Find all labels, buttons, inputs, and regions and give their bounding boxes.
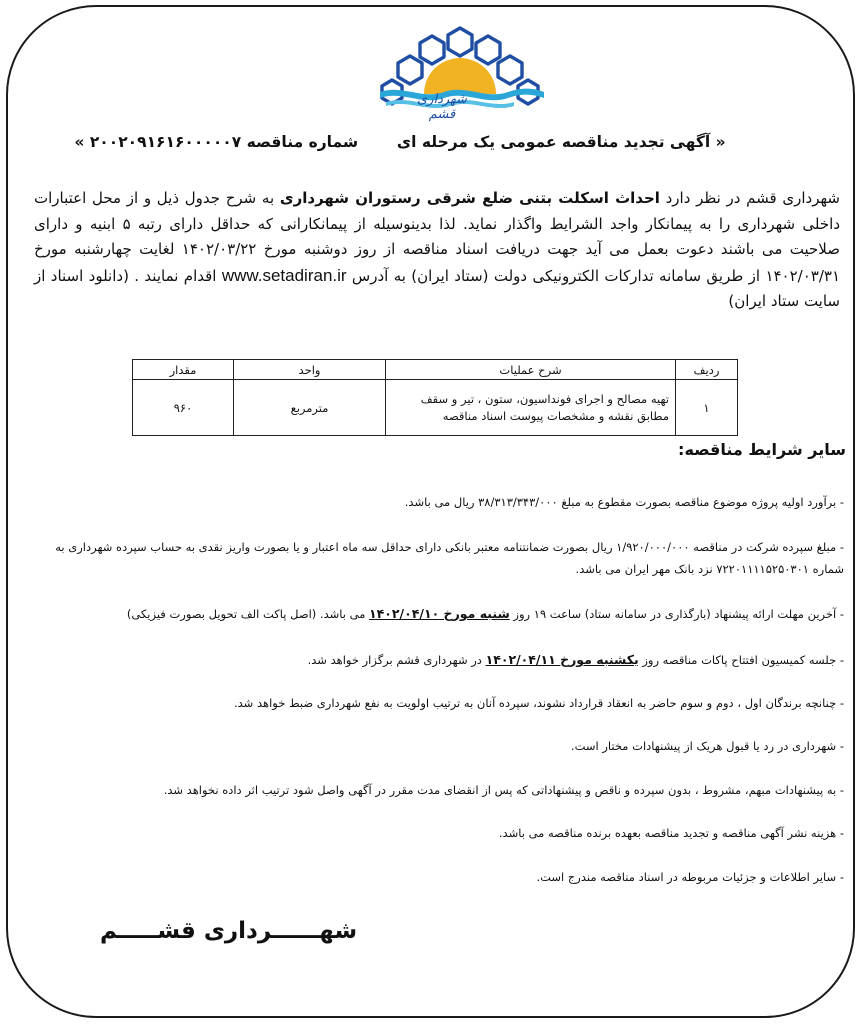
condition-item: - مبلغ سپرده شرکت در مناقصه ۱/۹۲۰/۰۰۰/۰۰۰ ریال بصورت ضمانتنامه معتبر بانکی دارای حداقل سه ماه اعتبار و یا بصورت واریز نقدی به حساب سپرده شهرداری به شماره ۷۲۲۰۱۱۱۱۵۲۵۰۳۰۱ نزد بانک مهر ایران می باشد. — [55, 540, 844, 576]
intro-text-1: شهرداری قشم در نظر دارد — [659, 189, 840, 207]
title-text: آگهی تجدید مناقصه عمومی یک مرحله ای — [396, 133, 711, 151]
cell-row: ۱ — [676, 380, 738, 436]
intro-text-2: به شرح جدول ذیل و از محل اعتبارات داخلی شهرداری را به پیمانکار واجد الشرایط واگذار نماید. لذا بدینوسیله از پیمانکارانی که حداقل دارای رتبه ۵ ابنیه و دارای صلاحیت می باشند دعوت بعمل می آید جهت دریافت اسناد مناقصه از روز دوشنبه مورخ ۱۴۰۲/۰۳/۲۲ لغایت چهارشنبه مورخ ۱۴۰۲/۰۳/۳۱ از طریق سامانه تدارکات الکترونیکی دولت (ستاد ایران) به آدرس — [34, 189, 840, 285]
condition-item — [30, 649, 844, 671]
title-close-quote: » — [74, 133, 85, 151]
condition-text: - آخرین مهلت ارائه پیشنهاد (بارگذاری در سامانه ستاد) ساعت ۱۹ روز — [509, 607, 844, 621]
title-open-quote: « — [715, 133, 726, 151]
condition-item: - شهرداری در رد یا قبول هریک از پیشنهادات مختار است. — [570, 739, 844, 753]
setadiran-link[interactable]: www.setadiran.ir — [221, 265, 347, 285]
conditions-heading: سایر شرایط مناقصه: — [678, 440, 846, 459]
condition-item: - برآورد اولیه پروژه موضوع مناقصه بصورت مقطوع به مبلغ ۳۸/۳۱۳/۳۴۳/۰۰۰ ریال می باشد. — [404, 495, 844, 509]
condition-text: می باشد. (اصل پاکت الف تحویل بصورت فیزیکی) — [126, 607, 370, 621]
signature: شهــــــرداری قشـــــم — [100, 918, 358, 944]
condition-item — [30, 603, 844, 625]
condition-item: - سایر اطلاعات و جزئیات مربوطه در اسناد مناقصه مندرج است. — [536, 870, 844, 884]
cell-unit: مترمربع — [234, 380, 386, 436]
cell-desc — [386, 380, 676, 436]
condition-item: - به پیشنهادات مبهم، مشروط ، بدون سپرده و ناقص و پیشنهاداتی که پس از انقضای مدت مقرر در آگهی واصل شود ترتیب اثر داده نخواهد شد. — [163, 783, 844, 797]
col-header-desc: شرح عملیات — [386, 360, 676, 380]
cell-desc-line-1: تهیه مصالح و اجرای فونداسیون، ستون ، تیر و سقف — [420, 391, 669, 406]
table-row — [133, 380, 738, 436]
intro-paragraph — [34, 186, 840, 315]
submission-deadline: شنبه مورخ ۱۴۰۲/۰۴/۱۰ — [369, 606, 510, 621]
intro-text-3: اقدام نمایند . (دانلود اسناد از سایت ستاد ایران) — [34, 266, 840, 310]
tender-number-label: شماره مناقصه — [246, 133, 359, 151]
condition-text: در شهرداری قشم برگزار خواهد شد. — [307, 653, 486, 667]
condition-item: - هزینه نشر آگهی مناقصه و تجدید مناقصه بعهده برنده مناقصه می باشد. — [498, 826, 844, 840]
opening-date: یکشنبه مورخ ۱۴۰۲/۰۴/۱۱ — [485, 652, 639, 667]
col-header-unit: واحد — [234, 360, 386, 380]
logo-caption: شهرداری قشم — [417, 92, 467, 122]
project-title: احداث اسکلت بتنی ضلع شرقی رستوران شهرداری — [279, 189, 660, 207]
col-header-qty: مقدار — [133, 360, 234, 380]
table-header-row — [133, 360, 738, 380]
operations-table — [132, 359, 738, 436]
condition-text: - جلسه کمیسیون افتتاح پاکات مناقصه روز — [638, 653, 844, 667]
tender-number: ۲۰۰۲۰۹۱۶۱۶۰۰۰۰۰۷ — [89, 133, 242, 151]
col-header-row: ردیف — [676, 360, 738, 380]
page-title — [40, 133, 760, 151]
condition-item: - چنانچه برندگان اول ، دوم و سوم حاضر به انعقاد قرارداد نشوند، سپرده آنان به ترتیب اولویت به نفع شهرداری ضبط خواهد شد. — [233, 696, 844, 710]
cell-desc-line-2: مطابق نقشه و مشخصات پیوست اسناد مناقصه — [442, 408, 669, 423]
cell-qty: ۹۶۰ — [133, 380, 234, 436]
